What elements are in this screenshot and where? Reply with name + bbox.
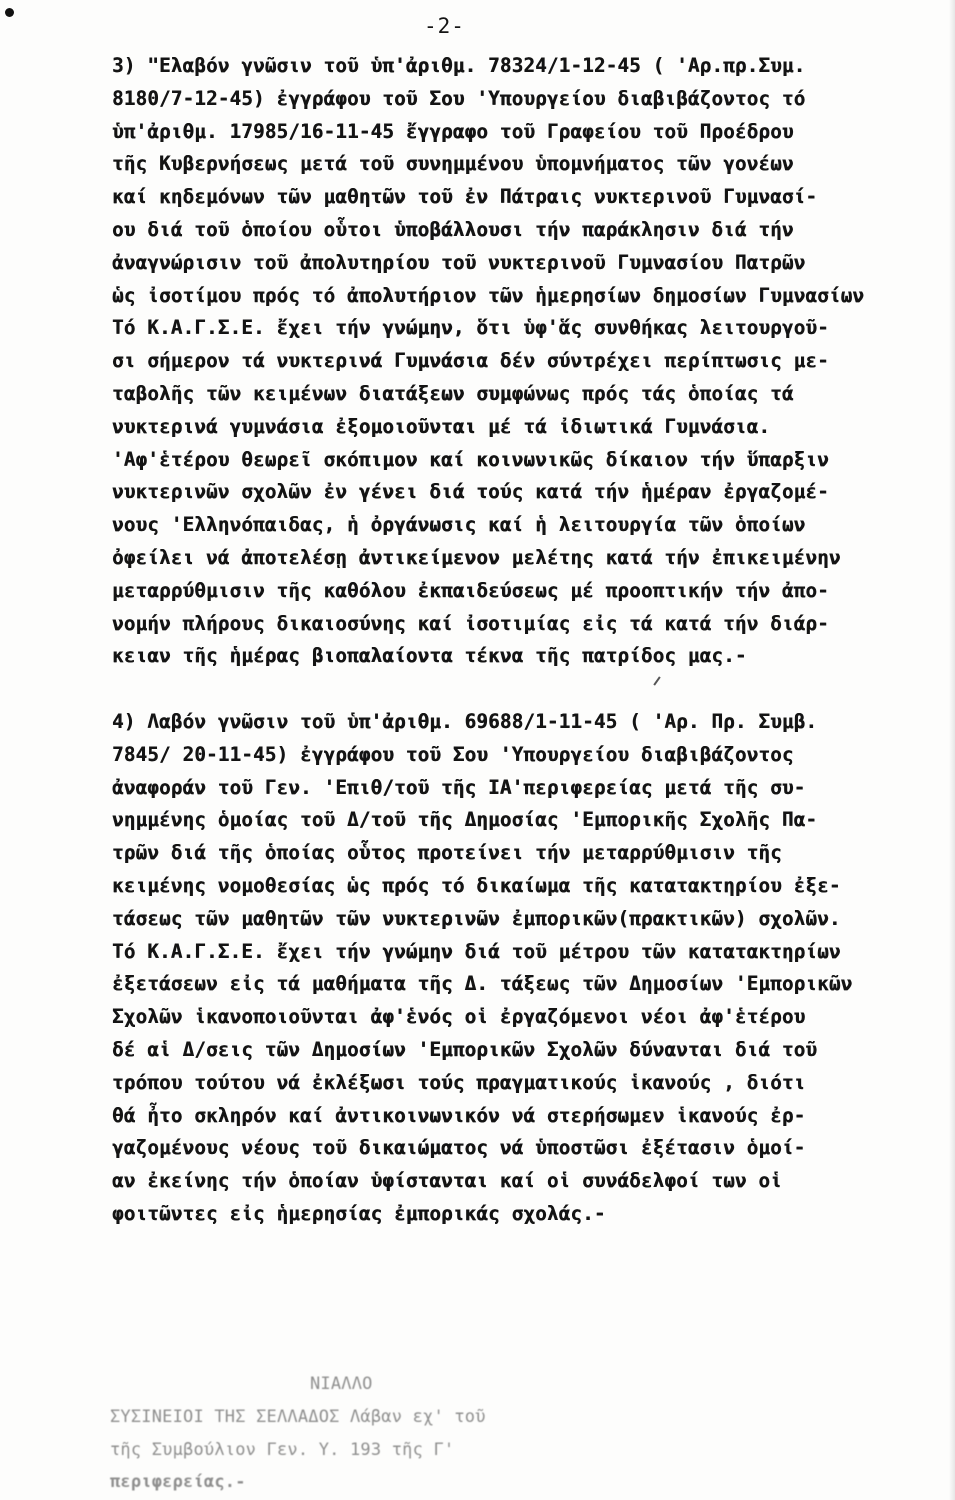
text-line: τάσεως τῶν μαθητῶν τῶν νυκτερινῶν ἐμπορικῶν(πρακτικῶν) σχολῶν. [112,906,841,930]
text-line: θά ἦτο σκληρόν καί ἀντικοινωνικόν νά στερήσωμεν ἱκανούς ἐρ- [112,1103,806,1127]
text-line: καί κηδεμόνων τῶν μαθητῶν τοῦ ἐν Πάτραις νυκτερινοῦ Γυμνασί- [112,185,818,209]
text-line: Τό Κ.Α.Γ.Σ.Ε. ἔχει τήν γνώμην διά τοῦ μέτρου τῶν κατατακτηρίων [112,939,841,963]
text-line: 3) "Ελαβόν γνῶσιν τοῦ ὑπ'ἀριθμ. 78324/1-12-45 ( 'Αρ.πρ.Συμ. [112,54,806,77]
text-line: γαζομένους νέους τοῦ δικαιώματος νά ὑποστῶσι ἐξέτασιν ὁμοί- [112,1136,806,1160]
text-line: Σχολῶν ἱκανοποιοῦνται ἀφ'ἑνός οἱ ἐργαζόμενοι νέοι ἀφ'ἑτέρου [112,1005,806,1029]
faded-line: ΝΙΑΛΛΟ [310,1374,373,1394]
punch-hole-mark [5,8,14,17]
text-line: ἀναφοράν τοῦ Γεν. 'Επιθ/τοῦ τῆς ΙΑ'περιφερείας μετά τῆς συ- [112,775,806,799]
text-line: 4) Λαβόν γνῶσιν τοῦ ὑπ'ἀριθμ. 69688/1-11-45 ( 'Αρ. Πρ. Συμβ. [112,710,818,733]
text-line: τρῶν διά τῆς ὁποίας οὗτος προτείνει τήν μεταρρύθμισιν τῆς [112,841,782,865]
text-line: 7845/ 20-11-45) ἐγγράφου τοῦ Σου 'Υπουργείου διαβιβάζοντος [112,742,794,766]
text-line: ἀναγνώρισιν τοῦ ἀπολυτηρίου τοῦ νυκτερινοῦ Γυμνασίου Πατρῶν [112,250,806,274]
text-line: 8180/7-12-45) ἐγγράφου τοῦ Σου 'Υπουργείου διαβιβάζοντος τό [112,86,806,110]
text-line: νυκτερινῶν σχολῶν ἐν γένει διά τούς κατά τήν ἡμέραν ἐργαζομέ- [112,480,829,504]
text-line: ἐξετάσεων εἰς τά μαθήματα τῆς Δ. τάξεως τῶν Δημοσίων 'Εμπορικῶν [112,972,853,996]
paragraph-3 [112,50,952,673]
text-line: μεταρρύθμισιν τῆς καθόλου ἐκπαιδεύσεως μέ προοπτικήν τήν ἀπο- [112,578,829,602]
text-line: δέ αἱ Δ/σεις τῶν Δημοσίων 'Εμπορικῶν Σχολῶν δύνανται διά τοῦ [112,1037,818,1061]
text-line: ου διά τοῦ ὁποίου οὗτοι ὑποβάλλουσι τήν παράκλησιν διά τήν [112,217,794,241]
text-line: κειμένης νομοθεσίας ὡς πρός τό δικαίωμα τῆς κατατακτηρίου ἐξε- [112,873,841,897]
text-line: Τό Κ.Α.Γ.Σ.Ε. ἔχει τήν γνώμην, ὅτι ὑφ'ἅς συνθήκας λειτουργοῦ- [112,316,829,340]
text-line: ταβολῆς τῶν κειμένων διατάξεων συμφώνως πρός τάς ὁποίας τά [112,381,794,405]
faded-line: ΣΥΣΙΝΕΙΟΙ ΤΗΣ ΣΕΛΛΑΔΟΣ Λάβαν εχ' τοῦ [110,1406,486,1427]
text-line: τῆς Κυβερνήσεως μετά τοῦ συνημμένου ὑπομνήματος τῶν γονέων [112,152,794,176]
text-line: κειαν τῆς ἡμέρας βιοπαλαίοντα τέκνα τῆς πατρίδος μας.- [112,644,747,668]
text-line: σι σήμερον τά νυκτερινά Γυμνάσια δέν σύντρέχει περίπτωσις με- [112,349,829,373]
faded-line: τῆς Συμβούλιον Γεν. Υ. 193 τῆς Γ' [110,1439,455,1460]
text-line: ὑπ'ἀριθμ. 17985/16-11-45 ἔγγραφο τοῦ Γραφείου τοῦ Προέδρου [112,119,794,143]
pen-mark [653,676,660,685]
page-number: -2- [424,14,465,38]
text-line: 'Αφ'ἑτέρου θεωρεῖ σκόπιμον καί κοινωνικῶς δίκαιον τήν ὕπαρξιν [112,447,829,471]
text-line: ὀφείλει νά ἀποτελέσῃ ἀντικείμενον μελέτης κατά τήν ἐπικειμένην [112,545,841,569]
paragraph-4 [112,706,952,1231]
text-line: τρόπου τούτου νά ἐκλέξωσι τούς πραγματικούς ἱκανούς , διότι [112,1070,806,1094]
text-line: ὡς ἰσοτίμου πρός τό ἀπολυτήριον τῶν ἡμερησίων δημοσίων Γυμνασίων [112,283,865,307]
text-line: νομήν πλήρους δικαιοσύνης καί ἰσοτιμίας εἰς τά κατά τήν διάρ- [112,611,829,635]
faded-line: περιφερείας.- [110,1472,246,1493]
text-line: φοιτῶντες εἰς ἡμερησίας ἐμπορικάς σχολάς.- [112,1201,606,1225]
text-line: αν ἐκείνης τήν ὁποίαν ὑφίστανται καί οἱ συνάδελφοί των οἱ [112,1169,782,1193]
text-line: νημμένης ὁμοίας τοῦ Δ/τοῦ τῆς Δημοσίας 'Εμπορικῆς Σχολῆς Πα- [112,808,818,832]
text-line: νους 'Ελληνόπαιδας, ἡ ὀργάνωσις καί ἡ λειτουργία τῶν ὁποίων [112,513,806,537]
text-line: νυκτερινά γυμνάσια ἐξομοιοῦνται μέ τά ἰδιωτικά Γυμνάσια. [112,414,771,438]
faded-bleed-through-text [110,1368,955,1499]
